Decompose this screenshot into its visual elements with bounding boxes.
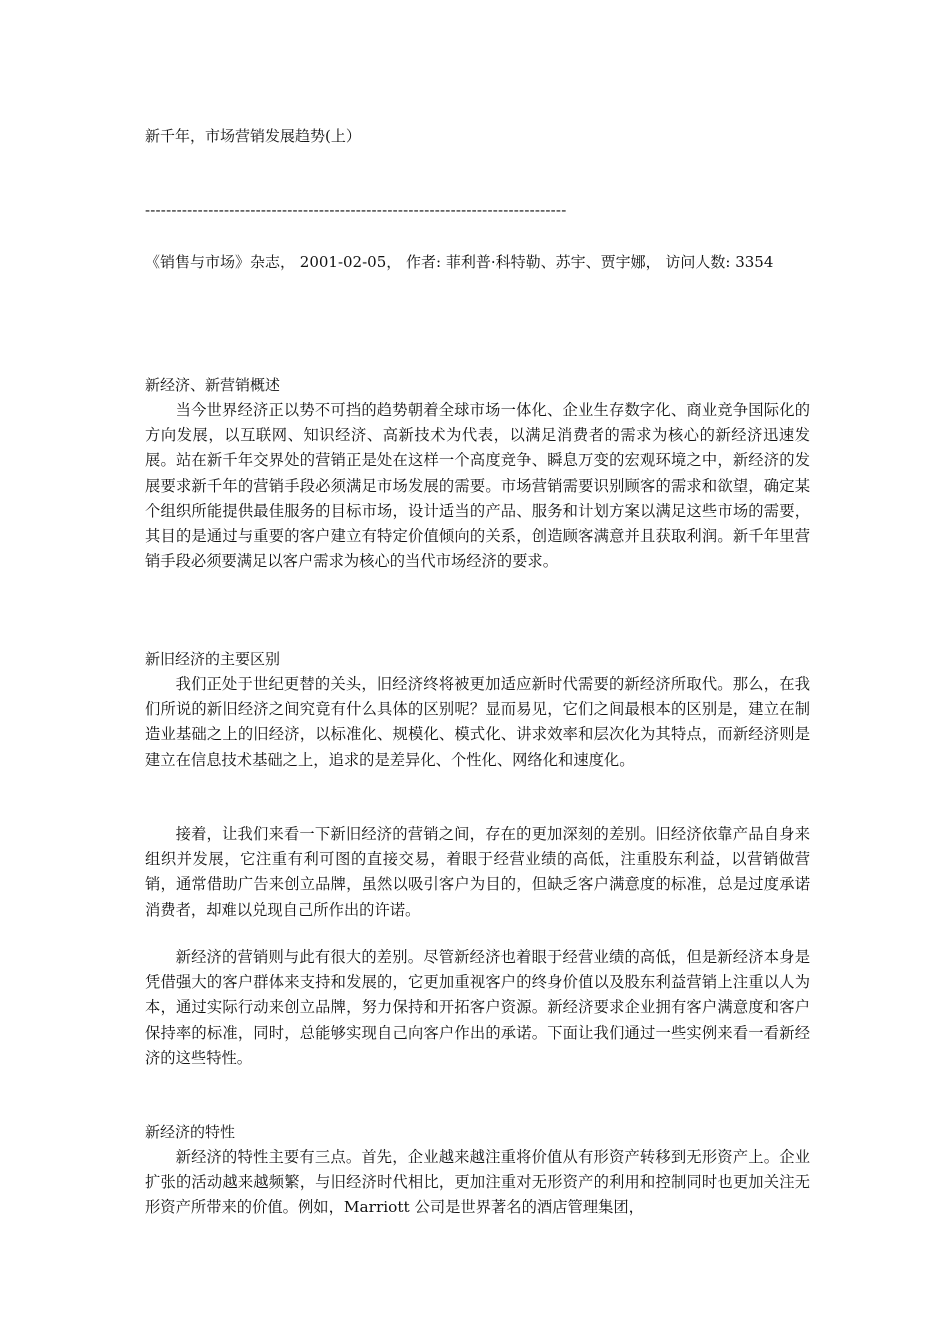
paragraph: 当今世界经济正以势不可挡的趋势朝着全球市场一体化、企业生存数字化、商业竞争国际化的方向发展，以互联网、知识经济、高新技术为代表，以满足消费者的需求为核心的新经济迅速发展。站在新千年交界处的营销正是处在这样一个高度竞争、瞬息万变的宏观环境之中，新经济的发展要求新千年的营销手段必须满足市场发展的需要。市场营销需要识别顾客的需求和欲望，确定某个组织所能提供最佳服务的目标市场，设计适当的产品、服务和计划方案以满足这些市场的需要，其目的是通过与重要的客户建立有特定价值倾向的关系，创造顾客满意并且获取利润。新千年里营销手段必须要满足以客户需求为核心的当代市场经济的要求。	[145, 401, 810, 571]
section-heading: 新经济的特性	[145, 1123, 236, 1141]
separator-rule: --------------------------------------------------------------------------------	[145, 201, 567, 219]
article-title: 新千年，市场营销发展趋势(上）	[145, 127, 361, 145]
section-heading: 新旧经济的主要区别	[145, 650, 281, 668]
paragraph: 我们正处于世纪更替的关头，旧经济终将被更加适应新时代需要的新经济所取代。那么，在我们所说的新旧经济之间究竟有什么具体的区别呢？显而易见，它们之间最根本的区别是，建立在制造业基础之上的旧经济，以标准化、规模化、模式化、讲求效率和层次化为其特点，而新经济则是建立在信息技术基础之上，追求的是差异化、个性化、网络化和速度化。	[145, 675, 810, 769]
section-heading: 新经济、新营销概述	[145, 376, 281, 394]
article-meta: 《销售与市场》杂志， 2001-02-05， 作者: 菲利普·科特勒、苏宇、贾宇娜， 访问人数: 3354	[145, 253, 774, 271]
paragraph: 接着，让我们来看一下新旧经济的营销之间，存在的更加深刻的差别。旧经济依靠产品自身来组织并发展，它注重有利可图的直接交易，着眼于经营业绩的高低，注重股东利益，以营销做营销，通常借助广告来创立品牌，虽然以吸引客户为目的，但缺乏客户满意度的标准，总是过度承诺消费者，却难以兑现自己所作出的许诺。	[145, 825, 810, 919]
paragraph: 新经济的特性主要有三点。首先，企业越来越注重将价值从有形资产转移到无形资产上。企业扩张的活动越来越频繁，与旧经济时代相比，更加注重对无形资产的利用和控制同时也更加关注无形资产所带来的价值。例如，Marriott 公司是世界著名的酒店管理集团，	[145, 1148, 810, 1217]
paragraph: 新经济的营销则与此有很大的差别。尽管新经济也着眼于经营业绩的高低，但是新经济本身是凭借强大的客户群体来支持和发展的，它更加重视客户的终身价值以及股东利益营销上注重以人为本，通过实际行动来创立品牌，努力保持和开拓客户资源。新经济要求企业拥有客户满意度和客户保持率的标准，同时，总能够实现自己向客户作出的承诺。下面让我们通过一些实例来看一看新经济的这些特性。	[145, 948, 810, 1067]
